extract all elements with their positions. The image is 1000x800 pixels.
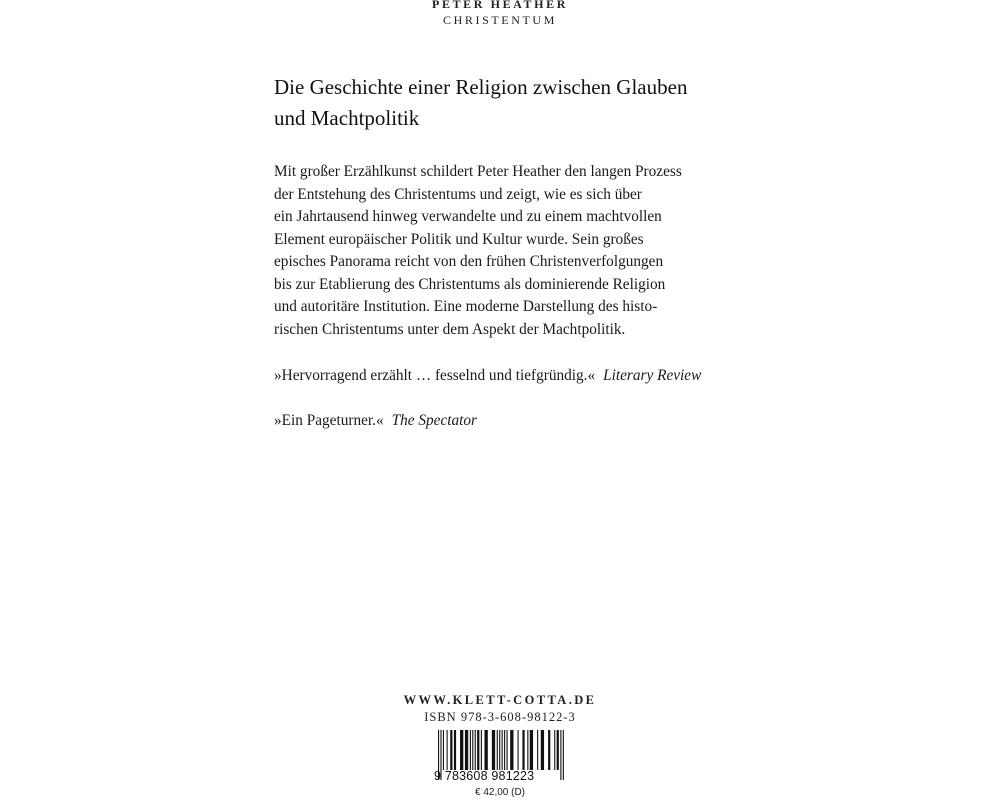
blurb-line: und autoritäre Institution. Eine moderne Darstellung des histo-: [274, 298, 658, 315]
barcode-bar: [499, 730, 500, 770]
headline-line: Die Geschichte einer Religion zwischen Glauben: [274, 75, 688, 99]
barcode-bar: [460, 730, 463, 770]
barcode-bar: [504, 730, 505, 770]
barcode-bar: [537, 730, 538, 770]
barcode-bar: [475, 730, 476, 770]
quote-text: »Hervorragend erzählt … fesselnd und tiefgründig.«: [274, 367, 596, 384]
isbn: ISBN 978-3-608-98122-3: [424, 710, 576, 724]
barcode-bar: [477, 730, 479, 770]
blurb-line: rischen Christentums unter dem Aspekt der Machtpolitik.: [274, 320, 626, 338]
review-quote: [274, 410, 477, 432]
barcode-bar: [507, 730, 508, 770]
barcode-bar: [502, 730, 503, 770]
barcode-bar: [454, 730, 456, 770]
blurb-line: bis zur Etablierung des Christentums als dominierende Religion: [274, 275, 666, 293]
quote-source: The Spectator: [391, 412, 478, 429]
blurb-line: der Entstehung des Christentums und zeigt, wie es sich über: [274, 185, 642, 203]
barcode-bar: [472, 730, 473, 770]
barcode-bar: [484, 730, 487, 770]
barcode-bar: [557, 730, 559, 770]
barcode-bar: [481, 730, 482, 770]
barcode-bar: [510, 730, 513, 770]
barcode-bar: [443, 730, 444, 770]
barcode-bar: [522, 730, 524, 770]
barcode-bar: [518, 730, 519, 770]
blurb-line: Element europäischer Politik und Kultur wurde. Sein großes: [274, 230, 644, 248]
book-title: CHRISTENTUM: [443, 13, 557, 27]
author-name: PETER HEATHER: [432, 0, 568, 11]
blurb-line: ein Jahrtausend hinweg verwandelte und zu einem machtvollen: [274, 208, 662, 225]
quote-text: »Ein Pageturner.«: [274, 412, 384, 429]
barcode-bar: [465, 730, 468, 770]
barcode-bar: [554, 730, 555, 770]
blurb-text: [274, 161, 744, 341]
review-quote: [274, 365, 701, 387]
headline: [274, 72, 744, 134]
price: € 42,00 (D): [474, 787, 526, 798]
headline-line: und Machtpolitik: [274, 106, 420, 130]
barcode-bar: [527, 730, 528, 770]
barcode-bar: [450, 730, 452, 770]
quote-source: Literary Review: [603, 367, 702, 384]
barcode-bar: [492, 730, 495, 770]
barcode-bar: [541, 730, 544, 770]
publisher-url: WWW.KLETT-COTTA.DE: [403, 693, 597, 707]
barcode-bar: [497, 730, 498, 770]
blurb-line: Mit großer Erzählkunst schildert Peter Heather den langen Prozess: [274, 163, 682, 180]
barcode-bar: [548, 730, 550, 770]
barcode-bar: [447, 730, 448, 770]
barcode-bar: [470, 730, 471, 770]
blurb-line: episches Panorama reicht von den frühen Christenverfolgungen: [274, 253, 664, 270]
barcode-bar: [530, 730, 533, 770]
barcode-digits: 9 783608 981223: [434, 769, 535, 783]
